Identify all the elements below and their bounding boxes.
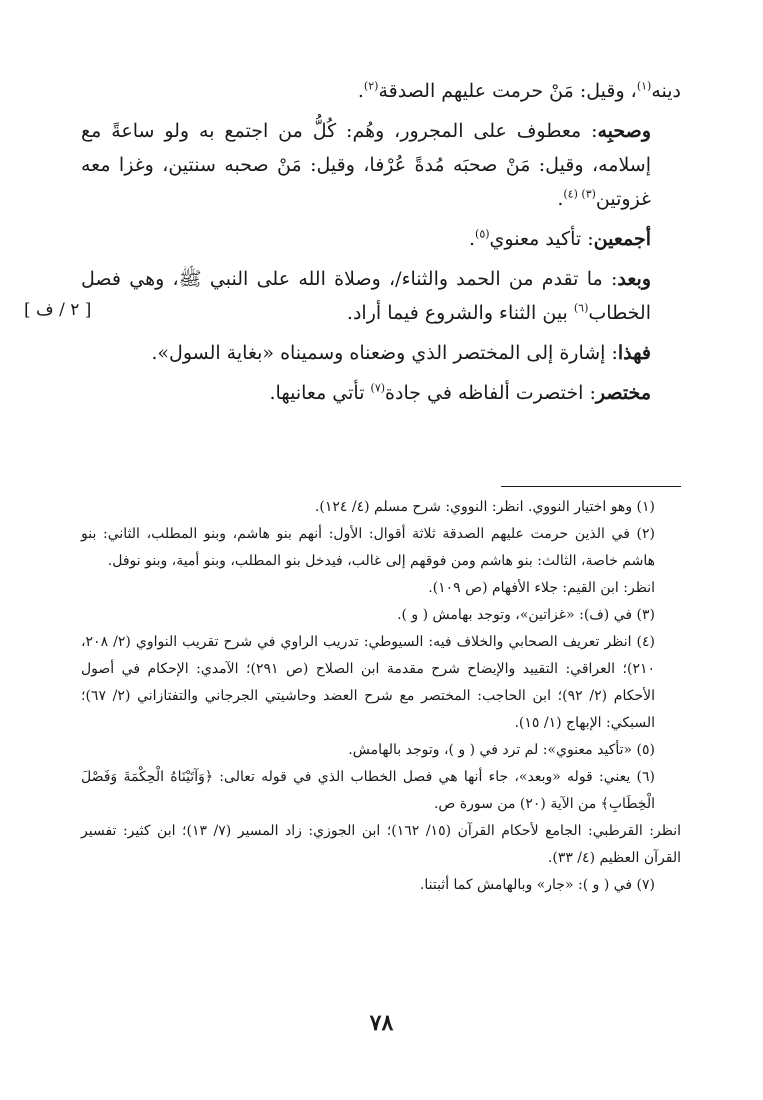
footnote-ref-3-4: (٣) (٤) bbox=[563, 187, 596, 201]
p2-text-a: : معطوف على المجرور، وهُم: كُلُّ من اجتمع به ولو ساعةً مع إسلامه، وقيل: مَنْ صحبَه مُدةً عُرْفا، وقيل: مَنْ صحبه سنتين، وغزا معه غزوتين bbox=[81, 120, 651, 210]
footnote-ref-7: (٧) bbox=[370, 381, 386, 395]
footnote-ref-2: (٢) bbox=[363, 79, 379, 93]
main-text bbox=[81, 74, 681, 416]
p6-text-a: : اختصرت ألفاظه في جادة bbox=[385, 382, 596, 404]
paragraph-2 bbox=[81, 114, 681, 216]
p5-text-a: : إشارة إلى المختصر الذي وضعناه وسميناه «بغاية السول». bbox=[151, 342, 618, 364]
p4-text-b: بين الثناء والشروع فيما أراد. bbox=[346, 302, 574, 324]
footnote-ref-6: (٦) bbox=[573, 301, 589, 315]
paragraph-3 bbox=[81, 222, 681, 256]
footnote-7: (٧) في ( و ): «جار» وبالهامش كما أثبتنا. bbox=[419, 877, 655, 893]
page-number: ٧٨ bbox=[369, 1010, 394, 1036]
p1-text-b: ، وقيل: مَنْ حرمت عليهم الصدقة bbox=[378, 80, 637, 102]
footnote-2: (٢) في الذين حرمت عليهم الصدقة ثلاثة أقوال: الأول: أنهم بنو هاشم، وبنو المطلب، الثاني: بنو هاشم خاصة، الثالث: بنو هاشم ومن فوقهم إلى غالب، فيدخل بنو المطلب، وبنو أمية، وبنو نوفل. bbox=[81, 526, 655, 569]
p5-lead-term: فهذا bbox=[617, 342, 651, 364]
p2-text-b: . bbox=[557, 188, 564, 210]
footnote-5: (٥) «تأكيد معنوي»: لم ترد في ( و )، وتوجد بالهامش. bbox=[348, 742, 655, 758]
paragraph-5 bbox=[81, 336, 681, 370]
p6-lead-term: مختصر bbox=[595, 382, 651, 404]
footnote-ref-5: (٥) bbox=[475, 227, 490, 241]
paragraph-4 bbox=[81, 262, 681, 330]
paragraph-6 bbox=[81, 376, 681, 410]
footnote-1: (١) وهو اختيار النووي. انظر: النووي: شرح مسلم (٤/ ١٢٤). bbox=[314, 499, 655, 515]
p4-lead-term: وبعد bbox=[617, 268, 651, 290]
p1-text-a: دينه bbox=[651, 80, 681, 102]
p3-text-b: . bbox=[468, 228, 476, 250]
footnote-3: (٣) في (ف): «غزاتين»، وتوجد بهامش ( و ). bbox=[397, 607, 655, 623]
paragraph-1 bbox=[81, 74, 681, 108]
footnotes bbox=[81, 494, 681, 899]
footnote-4: (٤) انظر تعريف الصحابي والخلاف فيه: السيوطي: تدريب الراوي في شرح تقريب النواوي (٢/ ٢٠٨، ٢١٠)؛ العراقي: التقييد والإيضاح شرح مقدمة ابن الصلاح (ص ٢٩١)؛ الآمدي: الإحكام في أصول الأحكام (٢/ ٩٢)؛ ابن الحاجب: المختصر مع شرح العضد وحاشيتي الجرجاني والتفتازاني (٢/ ٦٧)؛ السبكي: الإبهاج (١/ ١٥). bbox=[81, 634, 655, 731]
footnote-6-reference: انظر: القرطبي: الجامع لأحكام القرآن (١٥/ ١٦٢)؛ ابن الجوزي: زاد المسير (٧/ ١٣)؛ ابن كثير: تفسير القرآن العظيم (٤/ ٣٣). bbox=[81, 823, 682, 866]
p1-text-c: . bbox=[357, 80, 364, 102]
footnote-2-reference: انظر: ابن القيم: جلاء الأفهام (ص ١٠٩). bbox=[428, 580, 655, 596]
p3-text-a: : تأكيد معنوي bbox=[489, 228, 594, 250]
footnote-6: (٦) يعني: قوله «وبعد»، جاء أنها هي فصل الخطاب الذي في قوله تعالى: ﴿وَآتَيْنَاهُ الْحِكْمَةَ وَفَصْلَ الْخِطَابِ﴾ من الآية (٢٠) من سورة ص. bbox=[81, 769, 655, 812]
p2-lead-term: وصحبِه bbox=[597, 120, 651, 142]
p4-text-a: : ما تقدم من الحمد والثناء/، وصلاة الله على النبي ﷺ، وهي فصل الخطاب bbox=[81, 268, 651, 324]
footnote-separator bbox=[501, 486, 681, 487]
p6-text-b: تأتي معانيها. bbox=[269, 382, 371, 404]
manuscript-folio-marker: [ ٢ / ف ] bbox=[24, 300, 92, 320]
footnote-ref-1: (١) bbox=[636, 79, 652, 93]
p3-lead-term: أجمعين bbox=[593, 228, 651, 250]
